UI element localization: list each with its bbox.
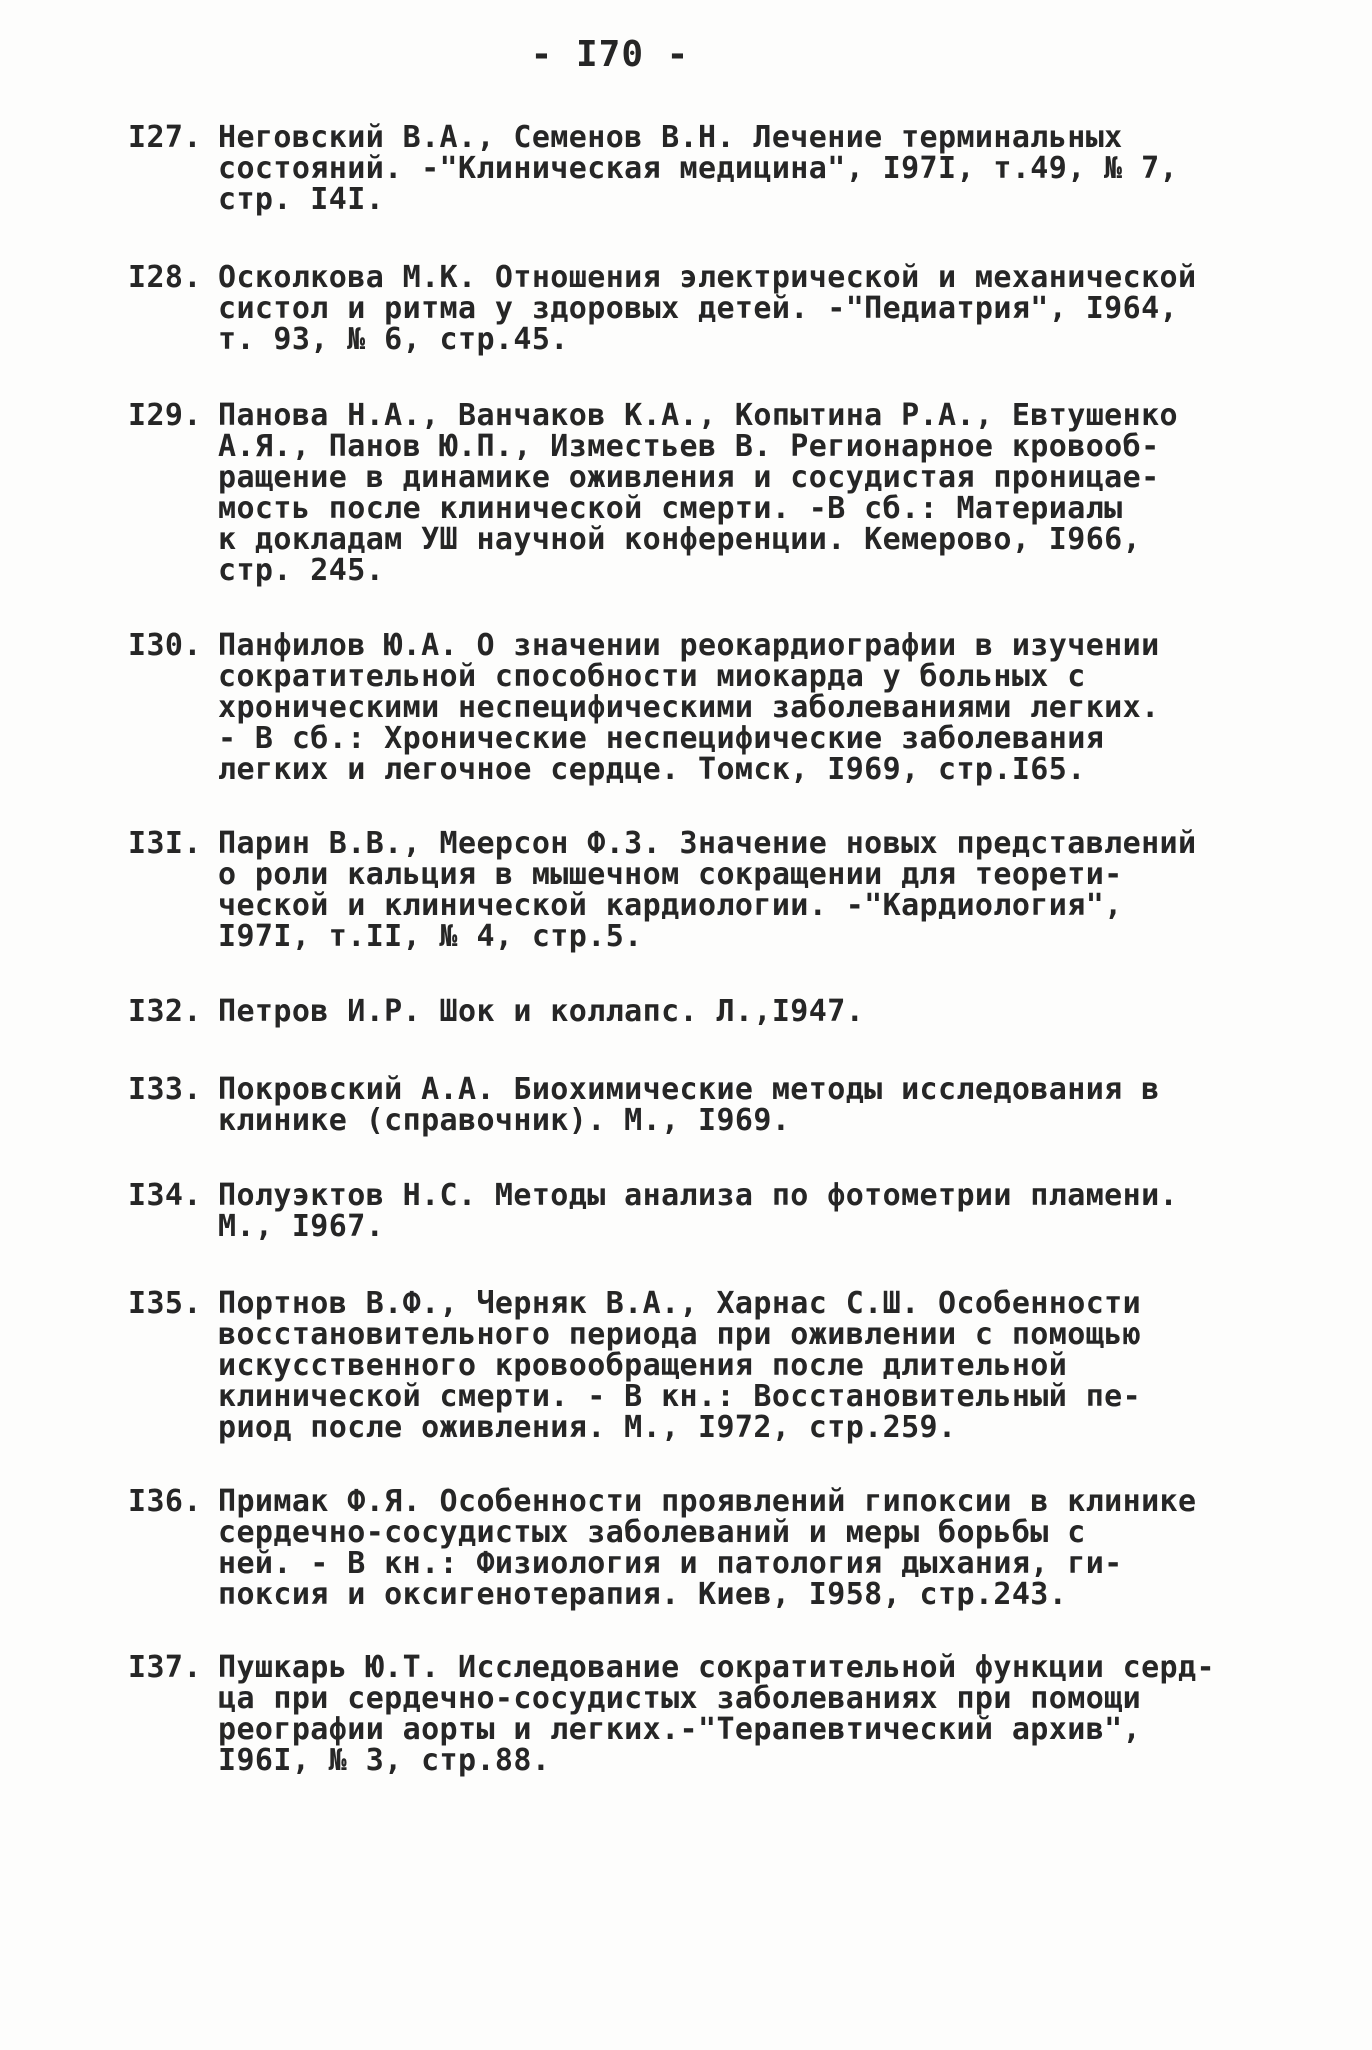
bibliography-entry <box>128 1180 1258 1242</box>
bibliography-entry <box>128 1288 1258 1443</box>
entry-line: сократительной способности миокарда у больных с <box>218 659 1086 694</box>
entry-line: Петров И.Р. Шок и коллапс. Л.,I947. <box>218 994 865 1029</box>
entry-text <box>218 828 1258 952</box>
page-number: - I70 - <box>530 34 690 75</box>
entry-line: клинике (справочник). М., I969. <box>218 1103 791 1138</box>
entry-line: Портнов В.Ф., Черняк В.А., Харнас С.Ш. Особенности <box>218 1286 1142 1321</box>
entry-line: стр. I4I. <box>218 182 385 217</box>
entry-text <box>218 996 1258 1027</box>
entry-text <box>218 1486 1258 1610</box>
entry-line: сердечно-сосудистых заболеваний и меры борьбы с <box>218 1515 1086 1550</box>
entry-line: состояний. -"Клиническая медицина", I97I, т.49, № 7, <box>218 151 1178 186</box>
entry-line: Покровский А.А. Биохимические методы исследования в <box>218 1072 1160 1107</box>
entry-line: Панфилов Ю.А. О значении реокардиографии в изучении <box>218 628 1160 663</box>
entry-line: риод после оживления. М., I972, стр.259. <box>218 1410 957 1445</box>
entry-line: мость после клинической смерти. -В сб.: Материалы <box>218 491 1123 526</box>
entry-number: I29. <box>128 398 202 433</box>
entry-text <box>218 1652 1258 1776</box>
entry-line: т. 93, № 6, стр.45. <box>218 322 569 357</box>
entry-line: к докладам УШ научной конференции. Кемерово, I966, <box>218 522 1142 557</box>
entry-number: I30. <box>128 628 202 663</box>
entry-line: поксия и оксигенотерапия. Киев, I958, стр.243. <box>218 1577 1068 1612</box>
entry-line: Осколкова М.К. Отношения электрической и механической <box>218 260 1197 295</box>
entry-line: Неговский В.А., Семенов В.Н. Лечение терминальных <box>218 120 1123 155</box>
entry-line: Пушкарь Ю.Т. Исследование сократительной функции серд- <box>218 1650 1215 1685</box>
entry-number: I33. <box>128 1072 202 1107</box>
entry-text <box>218 262 1258 355</box>
entry-text <box>218 400 1258 586</box>
bibliography-entry <box>128 122 1258 215</box>
bibliography-entry <box>128 262 1258 355</box>
entry-line: систол и ритма у здоровых детей. -"Педиатрия", I964, <box>218 291 1178 326</box>
entry-line: клинической смерти. - В кн.: Восстановительный пе- <box>218 1379 1142 1414</box>
bibliography-entry <box>128 1486 1258 1610</box>
bibliography-entry <box>128 400 1258 586</box>
entry-line: Панова Н.А., Ванчаков К.А., Копытина Р.А., Евтушенко <box>218 398 1178 433</box>
entry-number: I37. <box>128 1650 202 1685</box>
entry-number: I3I. <box>128 826 202 861</box>
bibliography-entry <box>128 630 1258 785</box>
entry-line: ца при сердечно-сосудистых заболеваниях при помощи <box>218 1681 1142 1716</box>
entry-line: о роли кальция в мышечном сокращении для теорети- <box>218 857 1123 892</box>
entry-number: I36. <box>128 1484 202 1519</box>
entry-number: I35. <box>128 1286 202 1321</box>
entry-line: искусственного кровообращения после длительной <box>218 1348 1068 1383</box>
bibliography-entry <box>128 1652 1258 1776</box>
entry-line: - В сб.: Хронические неспецифические заболевания <box>218 721 1105 756</box>
entry-text <box>218 1074 1258 1136</box>
entry-line: ней. - В кн.: Физиология и патология дыхания, ги- <box>218 1546 1123 1581</box>
entry-number: I34. <box>128 1178 202 1213</box>
entry-line: Примак Ф.Я. Особенности проявлений гипоксии в клинике <box>218 1484 1197 1519</box>
entry-line: Парин В.В., Меерсон Ф.З. Значение новых представлений <box>218 826 1197 861</box>
entry-line: реографии аорты и легких.-"Терапевтический архив", <box>218 1712 1142 1747</box>
entry-text <box>218 1180 1258 1242</box>
entry-line: I97I, т.II, № 4, стр.5. <box>218 919 643 954</box>
entry-line: легких и легочное сердце. Томск, I969, стр.I65. <box>218 752 1086 787</box>
bibliography-entry <box>128 828 1258 952</box>
entry-line: ращение в динамике оживления и сосудистая проницае- <box>218 460 1160 495</box>
entry-line: восстановительного периода при оживлении с помощью <box>218 1317 1142 1352</box>
entry-number: I32. <box>128 994 202 1029</box>
entry-line: М., I967. <box>218 1209 385 1244</box>
bibliography-entry <box>128 996 1258 1027</box>
entry-line: I96I, № 3, стр.88. <box>218 1743 551 1778</box>
entry-text <box>218 630 1258 785</box>
entry-number: I27. <box>128 120 202 155</box>
entry-line: А.Я., Панов Ю.П., Изместьев В. Регионарное кровооб- <box>218 429 1160 464</box>
entry-line: стр. 245. <box>218 553 385 588</box>
entry-number: I28. <box>128 260 202 295</box>
entry-line: хроническими неспецифическими заболеваниями легких. <box>218 690 1160 725</box>
entry-text <box>218 122 1258 215</box>
entry-line: ческой и клинической кардиологии. -"Кардиология", <box>218 888 1123 923</box>
entry-line: Полуэктов Н.С. Методы анализа по фотометрии пламени. <box>218 1178 1178 1213</box>
entry-text <box>218 1288 1258 1443</box>
bibliography-entry <box>128 1074 1258 1136</box>
